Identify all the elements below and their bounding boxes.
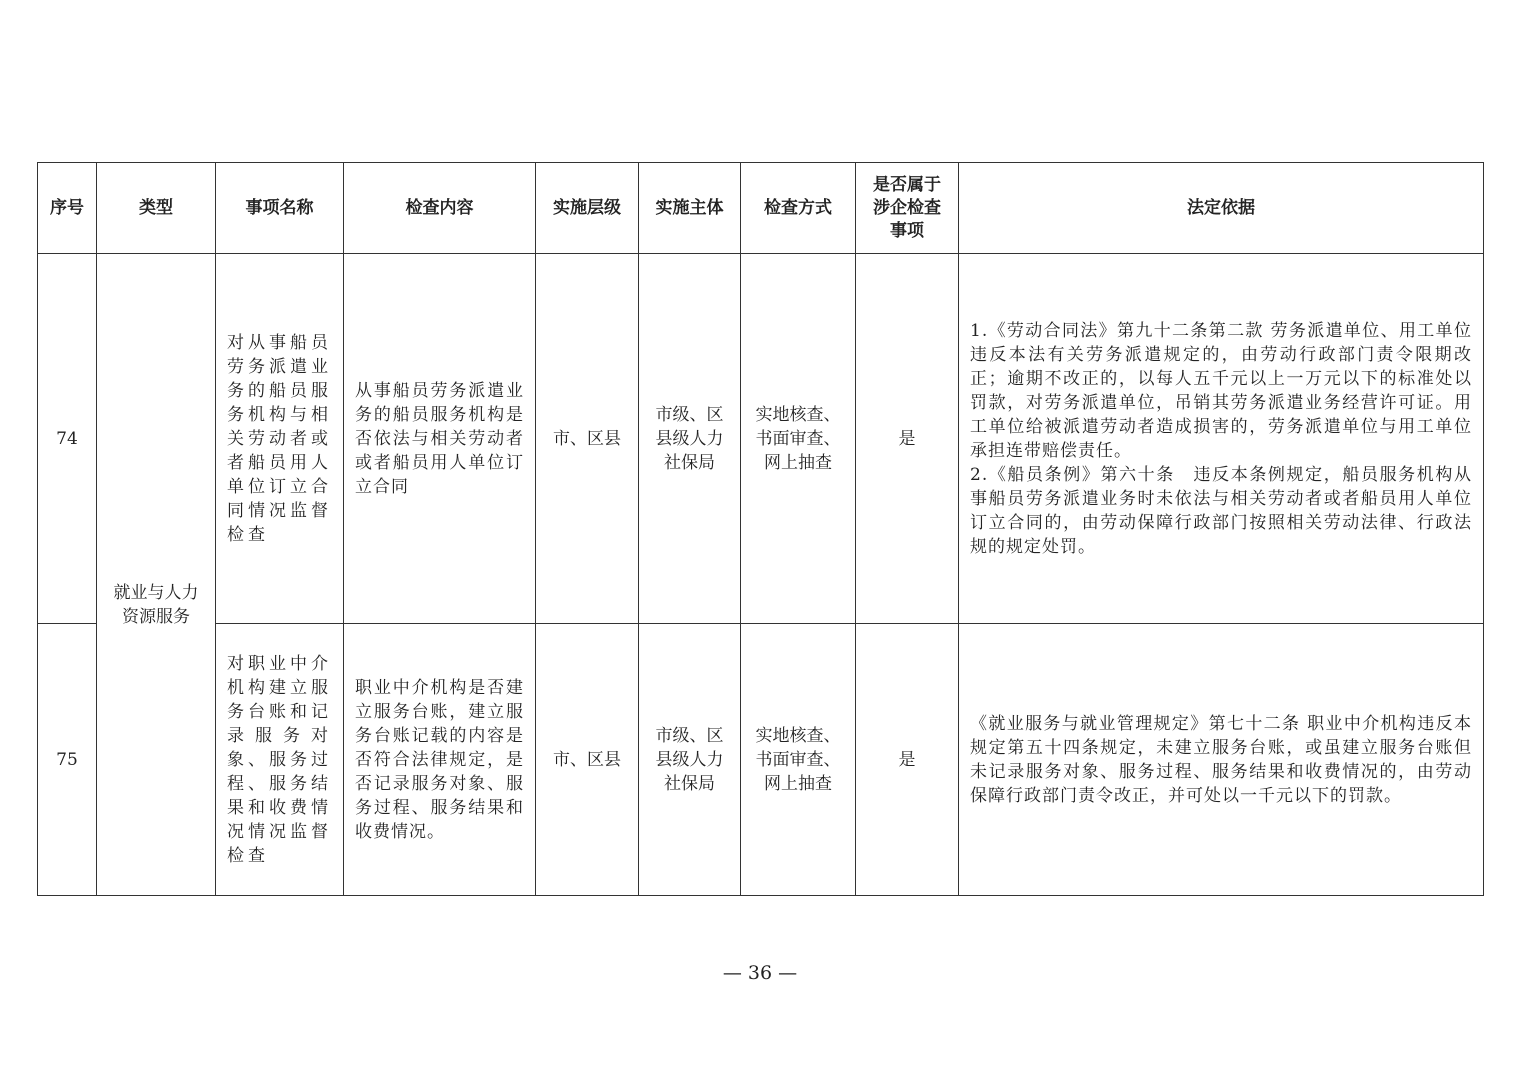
header-legal-basis: 法定依据	[959, 163, 1484, 254]
row-item-name: 对职业中介机构建立服务台账和记录服务对象、服务过程、服务结果和收费情况情况监督检查	[216, 624, 344, 896]
header-item-name: 事项名称	[216, 163, 344, 254]
header-enterprise-related: 是否属于涉企检查事项	[856, 163, 959, 254]
inspection-items-table	[37, 162, 1484, 896]
row-enterprise-related: 是	[856, 254, 959, 624]
row-item-name: 对从事船员劳务派遣业务的船员服务机构与相关劳动者或者船员用人单位订立合同情况监督检查	[216, 254, 344, 624]
table-row	[38, 624, 1484, 896]
table-row	[38, 254, 1484, 624]
header-subject: 实施主体	[639, 163, 741, 254]
legal-basis-clause: 《就业服务与就业管理规定》第七十二条 职业中介机构违反本规定第五十四条规定，未建立服务台账，或虽建立服务台账但未记录服务对象、服务过程、服务结果和收费情况的，由劳动保障行政部门责令改正，并可处以一千元以下的罚款。	[970, 713, 1472, 806]
row-seq: 74	[38, 254, 97, 624]
row-method: 实地核查、书面审查、网上抽查	[741, 254, 856, 624]
row-legal-basis	[959, 624, 1484, 896]
header-seq: 序号	[38, 163, 97, 254]
legal-basis-clause: 2.《船员条例》第六十条 违反本条例规定，船员服务机构从事船员劳务派遣业务时未依法与相关劳动者或者船员用人单位订立合同的，由劳动保障行政部门按照相关劳动法律、行政法规的规定处罚。	[970, 464, 1472, 557]
header-method: 检查方式	[741, 163, 856, 254]
row-subject: 市级、区县级人力社保局	[639, 254, 741, 624]
type-label: 就业与人力资源服务	[113, 582, 199, 627]
header-type: 类型	[97, 163, 216, 254]
row-legal-basis	[959, 254, 1484, 624]
header-level: 实施层级	[536, 163, 639, 254]
table-header-row	[38, 163, 1484, 254]
row-method: 实地核查、书面审查、网上抽查	[741, 624, 856, 896]
page-number: — 36 —	[722, 962, 798, 984]
row-content: 职业中介机构是否建立服务台账，建立服务台账记载的内容是否符合法律规定，是否记录服务对象、服务过程、服务结果和收费情况。	[344, 624, 536, 896]
row-level: 市、区县	[536, 254, 639, 624]
row-type	[97, 254, 216, 896]
row-level: 市、区县	[536, 624, 639, 896]
row-content: 从事船员劳务派遣业务的船员服务机构是否依法与相关劳动者或者船员用人单位订立合同	[344, 254, 536, 624]
legal-basis-clause: 1.《劳动合同法》第九十二条第二款 劳务派遣单位、用工单位违反本法有关劳务派遣规定的，由劳动行政部门责令限期改正；逾期不改正的，以每人五千元以上一万元以下的标准处以罚款，对劳务派遣单位，吊销其劳务派遣业务经营许可证。用工单位给被派遣劳动者造成损害的，劳务派遣单位与用工单位承担连带赔偿责任。	[970, 320, 1472, 461]
row-enterprise-related: 是	[856, 624, 959, 896]
row-seq: 75	[38, 624, 97, 896]
header-content: 检查内容	[344, 163, 536, 254]
row-subject: 市级、区县级人力社保局	[639, 624, 741, 896]
